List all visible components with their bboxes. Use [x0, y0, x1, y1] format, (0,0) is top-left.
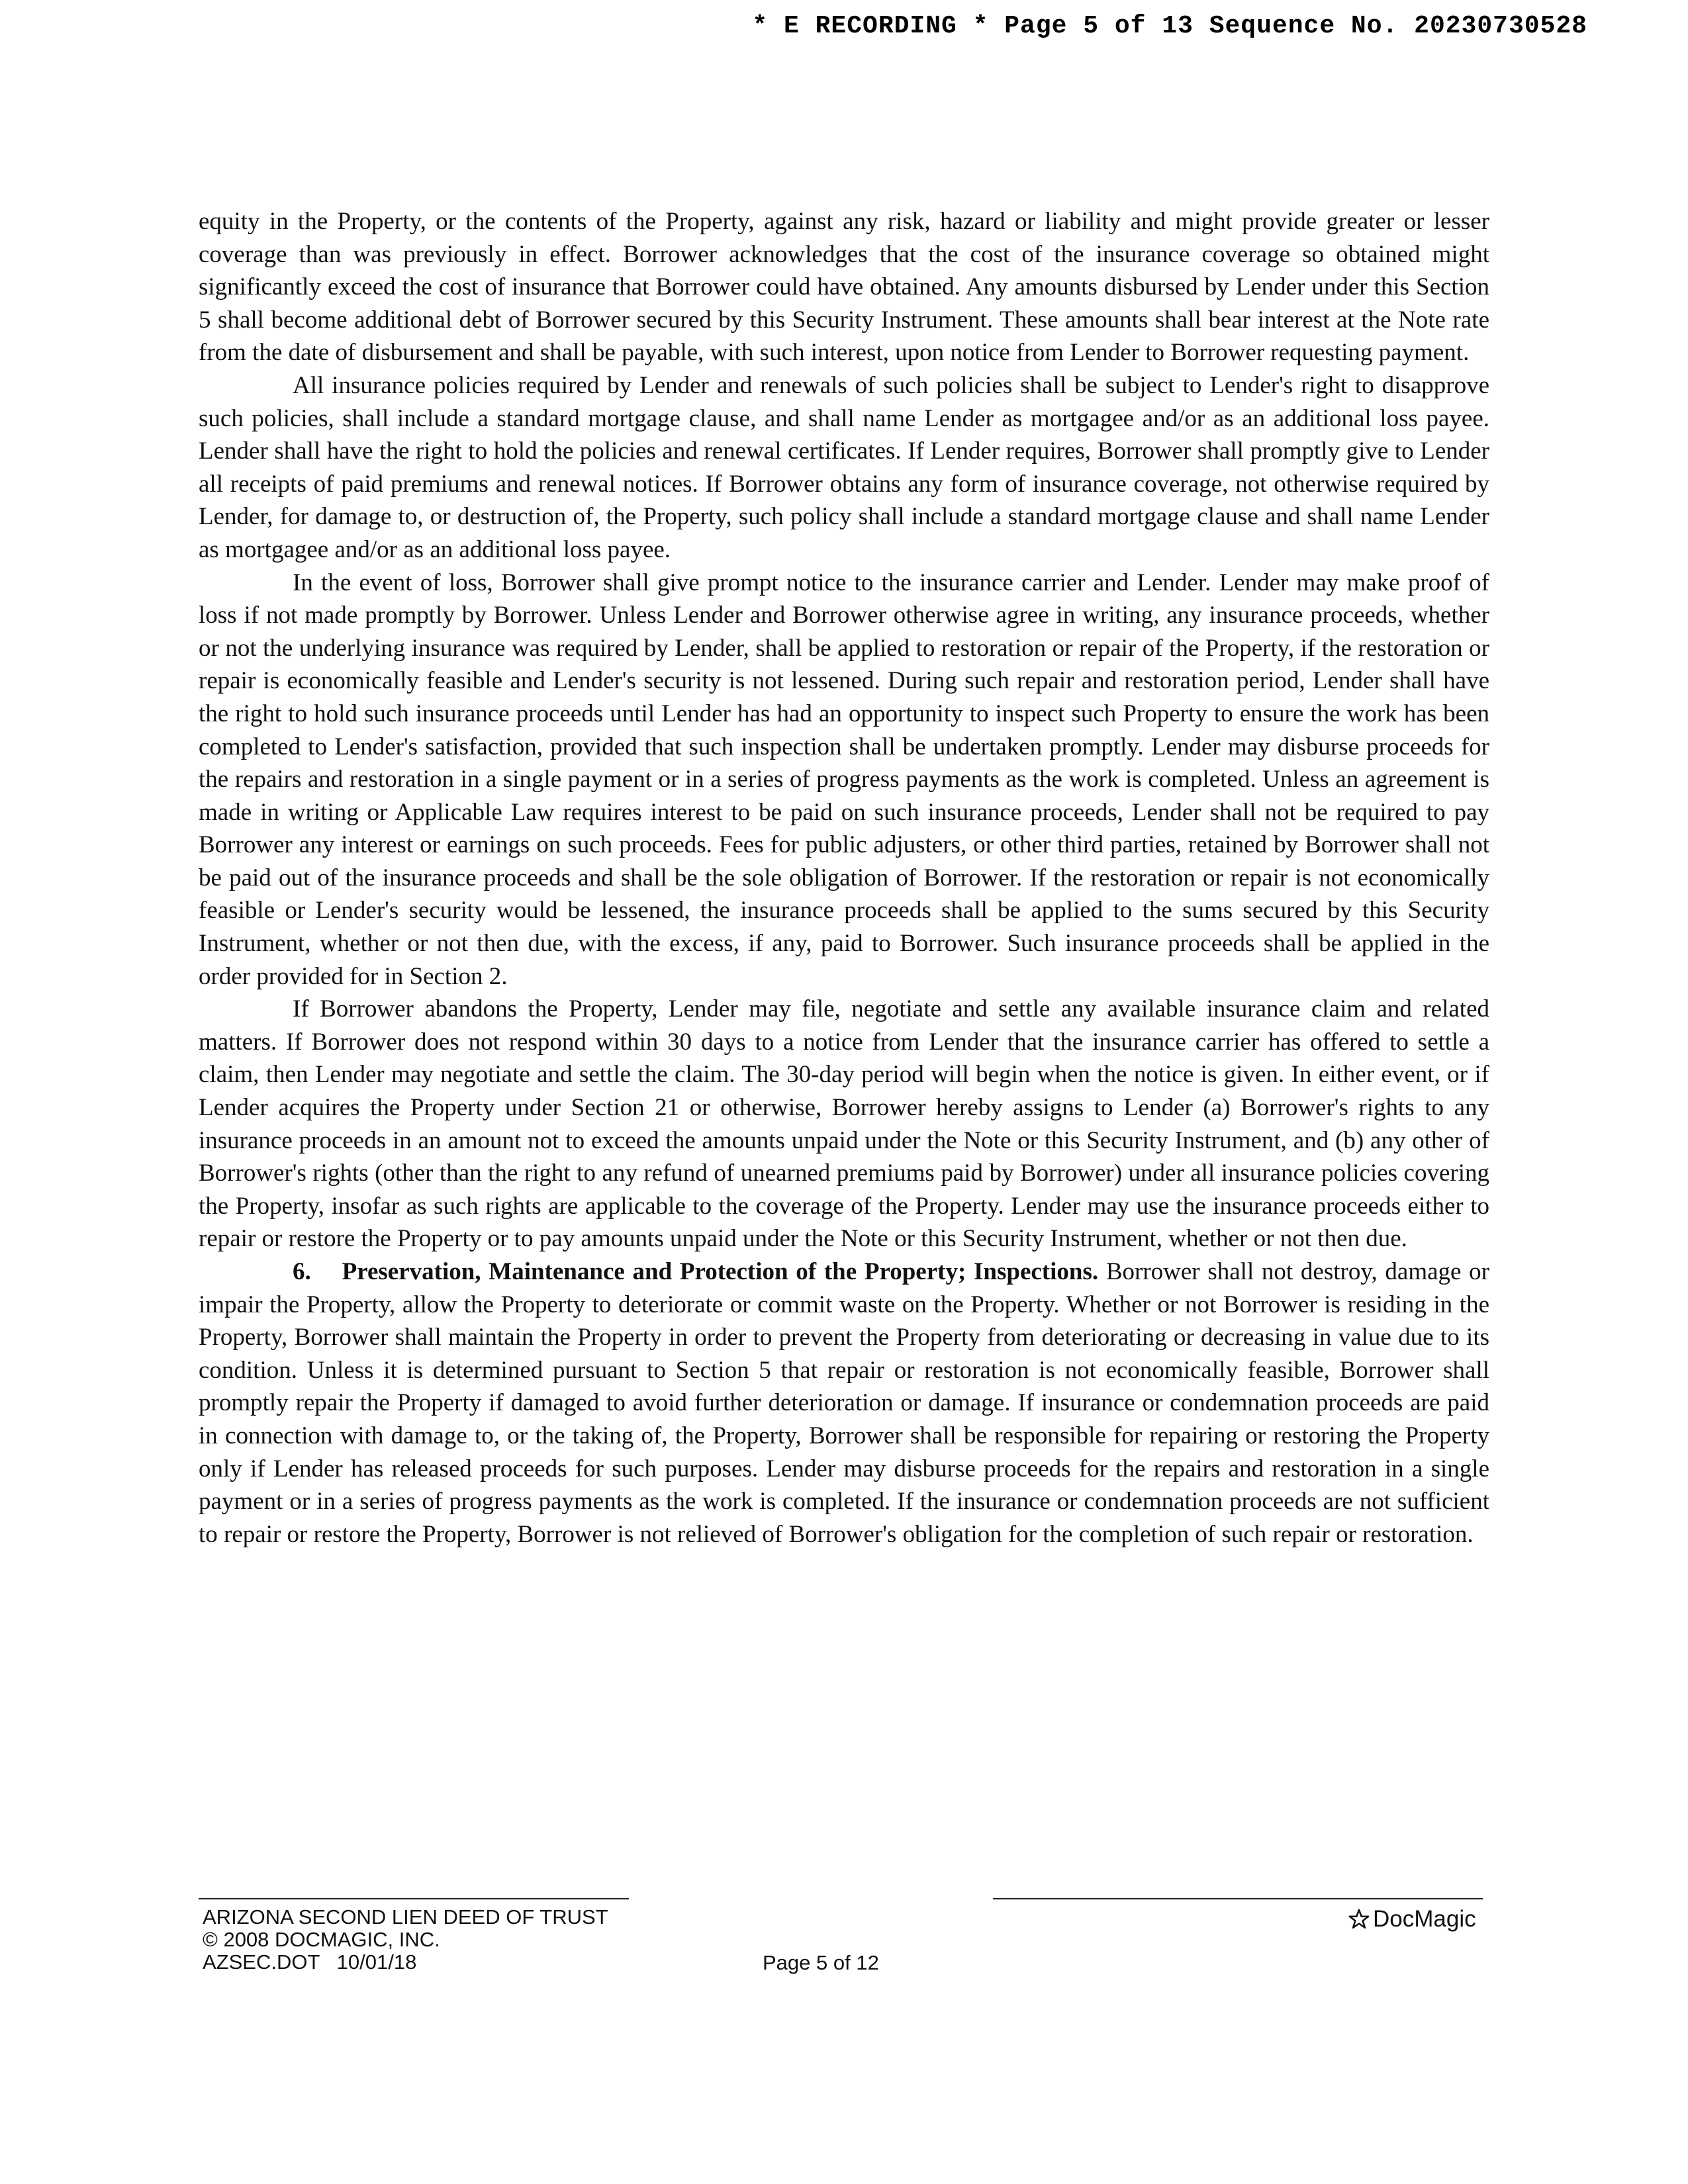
recording-stamp: * E RECORDING * Page 5 of 13 Sequence No. 20230730528	[752, 12, 1587, 40]
footer-brand-logo	[1348, 1906, 1476, 1933]
footer-form-info	[203, 1906, 608, 1974]
footer-copyright: © 2008 DOCMAGIC, INC.	[203, 1928, 440, 1951]
footer-divider-right	[993, 1898, 1483, 1899]
document-body	[199, 205, 1489, 1551]
paragraph-abandonment: If Borrower abandons the Property, Lender may file, negotiate and settle any available insurance claim and related matters. If Borrower does not respond within 30 days to a notice from Lender that the insurance carrier has offered to settle a claim, then Lender may negotiate and settle the claim. The 30-day period will begin when the notice is given. In either event, or if Lender acquires the Property under Section 21 or otherwise, Borrower hereby assigns to Lender (a) Borrower's rights to any insurance proceeds in an amount not to exceed the amounts unpaid under the Note or this Security Instrument, and (b) any other of Borrower's rights (other than the right to any refund of unearned premiums paid by Borrower) under all insurance policies covering the Property, insofar as such rights are applicable to the coverage of the Property. Lender may use the insurance proceeds either to repair or restore the Property or to pay amounts unpaid under the Note or this Security Instrument, whether or not then due.	[199, 995, 1489, 1253]
star-outline-icon	[1348, 1908, 1370, 1931]
section-6-number: 6.	[293, 1258, 311, 1285]
section-6-text: Borrower shall not destroy, damage or impair the Property, allow the Property to deteriorate or commit waste on the Property. Whether or not Borrower is residing in the Property, Borrower shall maintain the Property in order to prevent the Property from deteriorating or decreasing in value due to its condition. Unless it is determined pursuant to Section 5 that repair or restoration is not economically feasible, Borrower shall promptly repair the Property if damaged to avoid further deterioration or damage. If insurance or condemnation proceeds are paid in connection with damage to, or the taking of, the Property, Borrower shall be responsible for repairing or restoring the Property only if Lender has released proceeds for such purposes. Lender may disburse proceeds for the repairs and restoration in a single payment or in a series of progress payments as the work is completed. If the insurance or condemnation proceeds are not sufficient to repair or restore the Property, Borrower is not relieved of Borrower's obligation for the completion of such repair or restoration.	[199, 1258, 1489, 1548]
footer-page-number: Page 5 of 12	[763, 1951, 879, 1974]
paragraph-continuation: equity in the Property, or the contents of the Property, against any risk, hazard or liability and might provide greater or lesser coverage than was previously in effect. Borrower acknowledges that the cost of the insurance coverage so obtained might significantly exceed the cost of insurance that Borrower could have obtained. Any amounts disbursed by Lender under this Section 5 shall become additional debt of Borrower secured by this Security Instrument. These amounts shall bear interest at the Note rate from the date of disbursement and shall be payable, with such interest, upon notice from Lender to Borrower requesting payment.	[199, 208, 1489, 367]
footer-brand-name: DocMagic	[1373, 1906, 1476, 1932]
footer-form-code: AZSEC.DOT 10/01/18	[203, 1950, 417, 1974]
section-6-paragraph	[199, 1255, 1489, 1551]
paragraph-event-of-loss: In the event of loss, Borrower shall give prompt notice to the insurance carrier and Lender. Lender may make proof of loss if not made promptly by Borrower. Unless Lender and Borrower otherwise agree in writing, any insurance proceeds, whether or not the underlying insurance was required by Lender, shall be applied to restoration or repair of the Property, if the restoration or repair is economically feasible and Lender's security is not lessened. During such repair and restoration period, Lender shall have the right to hold such insurance proceeds until Lender has had an opportunity to inspect such Property to ensure the work has been completed to Lender's satisfaction, provided that such inspection shall be undertaken promptly. Lender may disburse proceeds for the repairs and restoration in a single payment or in a series of progress payments as the work is completed. Unless an agreement is made in writing or Applicable Law requires interest to be paid on such insurance proceeds, Lender shall not be required to pay Borrower any interest or earnings on such proceeds. Fees for public adjusters, or other third parties, retained by Borrower shall not be paid out of the insurance proceeds and shall be the sole obligation of Borrower. If the restoration or repair is not economically feasible or Lender's security would be lessened, the insurance proceeds shall be applied to the sums secured by this Security Instrument, whether or not then due, with the excess, if any, paid to Borrower. Such insurance proceeds shall be applied in the order provided for in Section 2.	[199, 569, 1489, 990]
paragraph-insurance-policies: All insurance policies required by Lender and renewals of such policies shall be subject to Lender's right to disapprove such policies, shall include a standard mortgage clause, and shall name Lender as mortgagee and/or as an additional loss payee. Lender shall have the right to hold the policies and renewal certificates. If Lender requires, Borrower shall promptly give to Lender all receipts of paid premiums and renewal notices. If Borrower obtains any form of insurance coverage, not otherwise required by Lender, for damage to, or destruction of, the Property, such policy shall include a standard mortgage clause and shall name Lender as mortgagee and/or as an additional loss payee.	[199, 371, 1489, 563]
footer-form-title: ARIZONA SECOND LIEN DEED OF TRUST	[203, 1905, 608, 1929]
section-6-title: Preservation, Maintenance and Protection of the Property; Inspections.	[342, 1258, 1099, 1285]
footer-divider-left	[199, 1898, 629, 1899]
